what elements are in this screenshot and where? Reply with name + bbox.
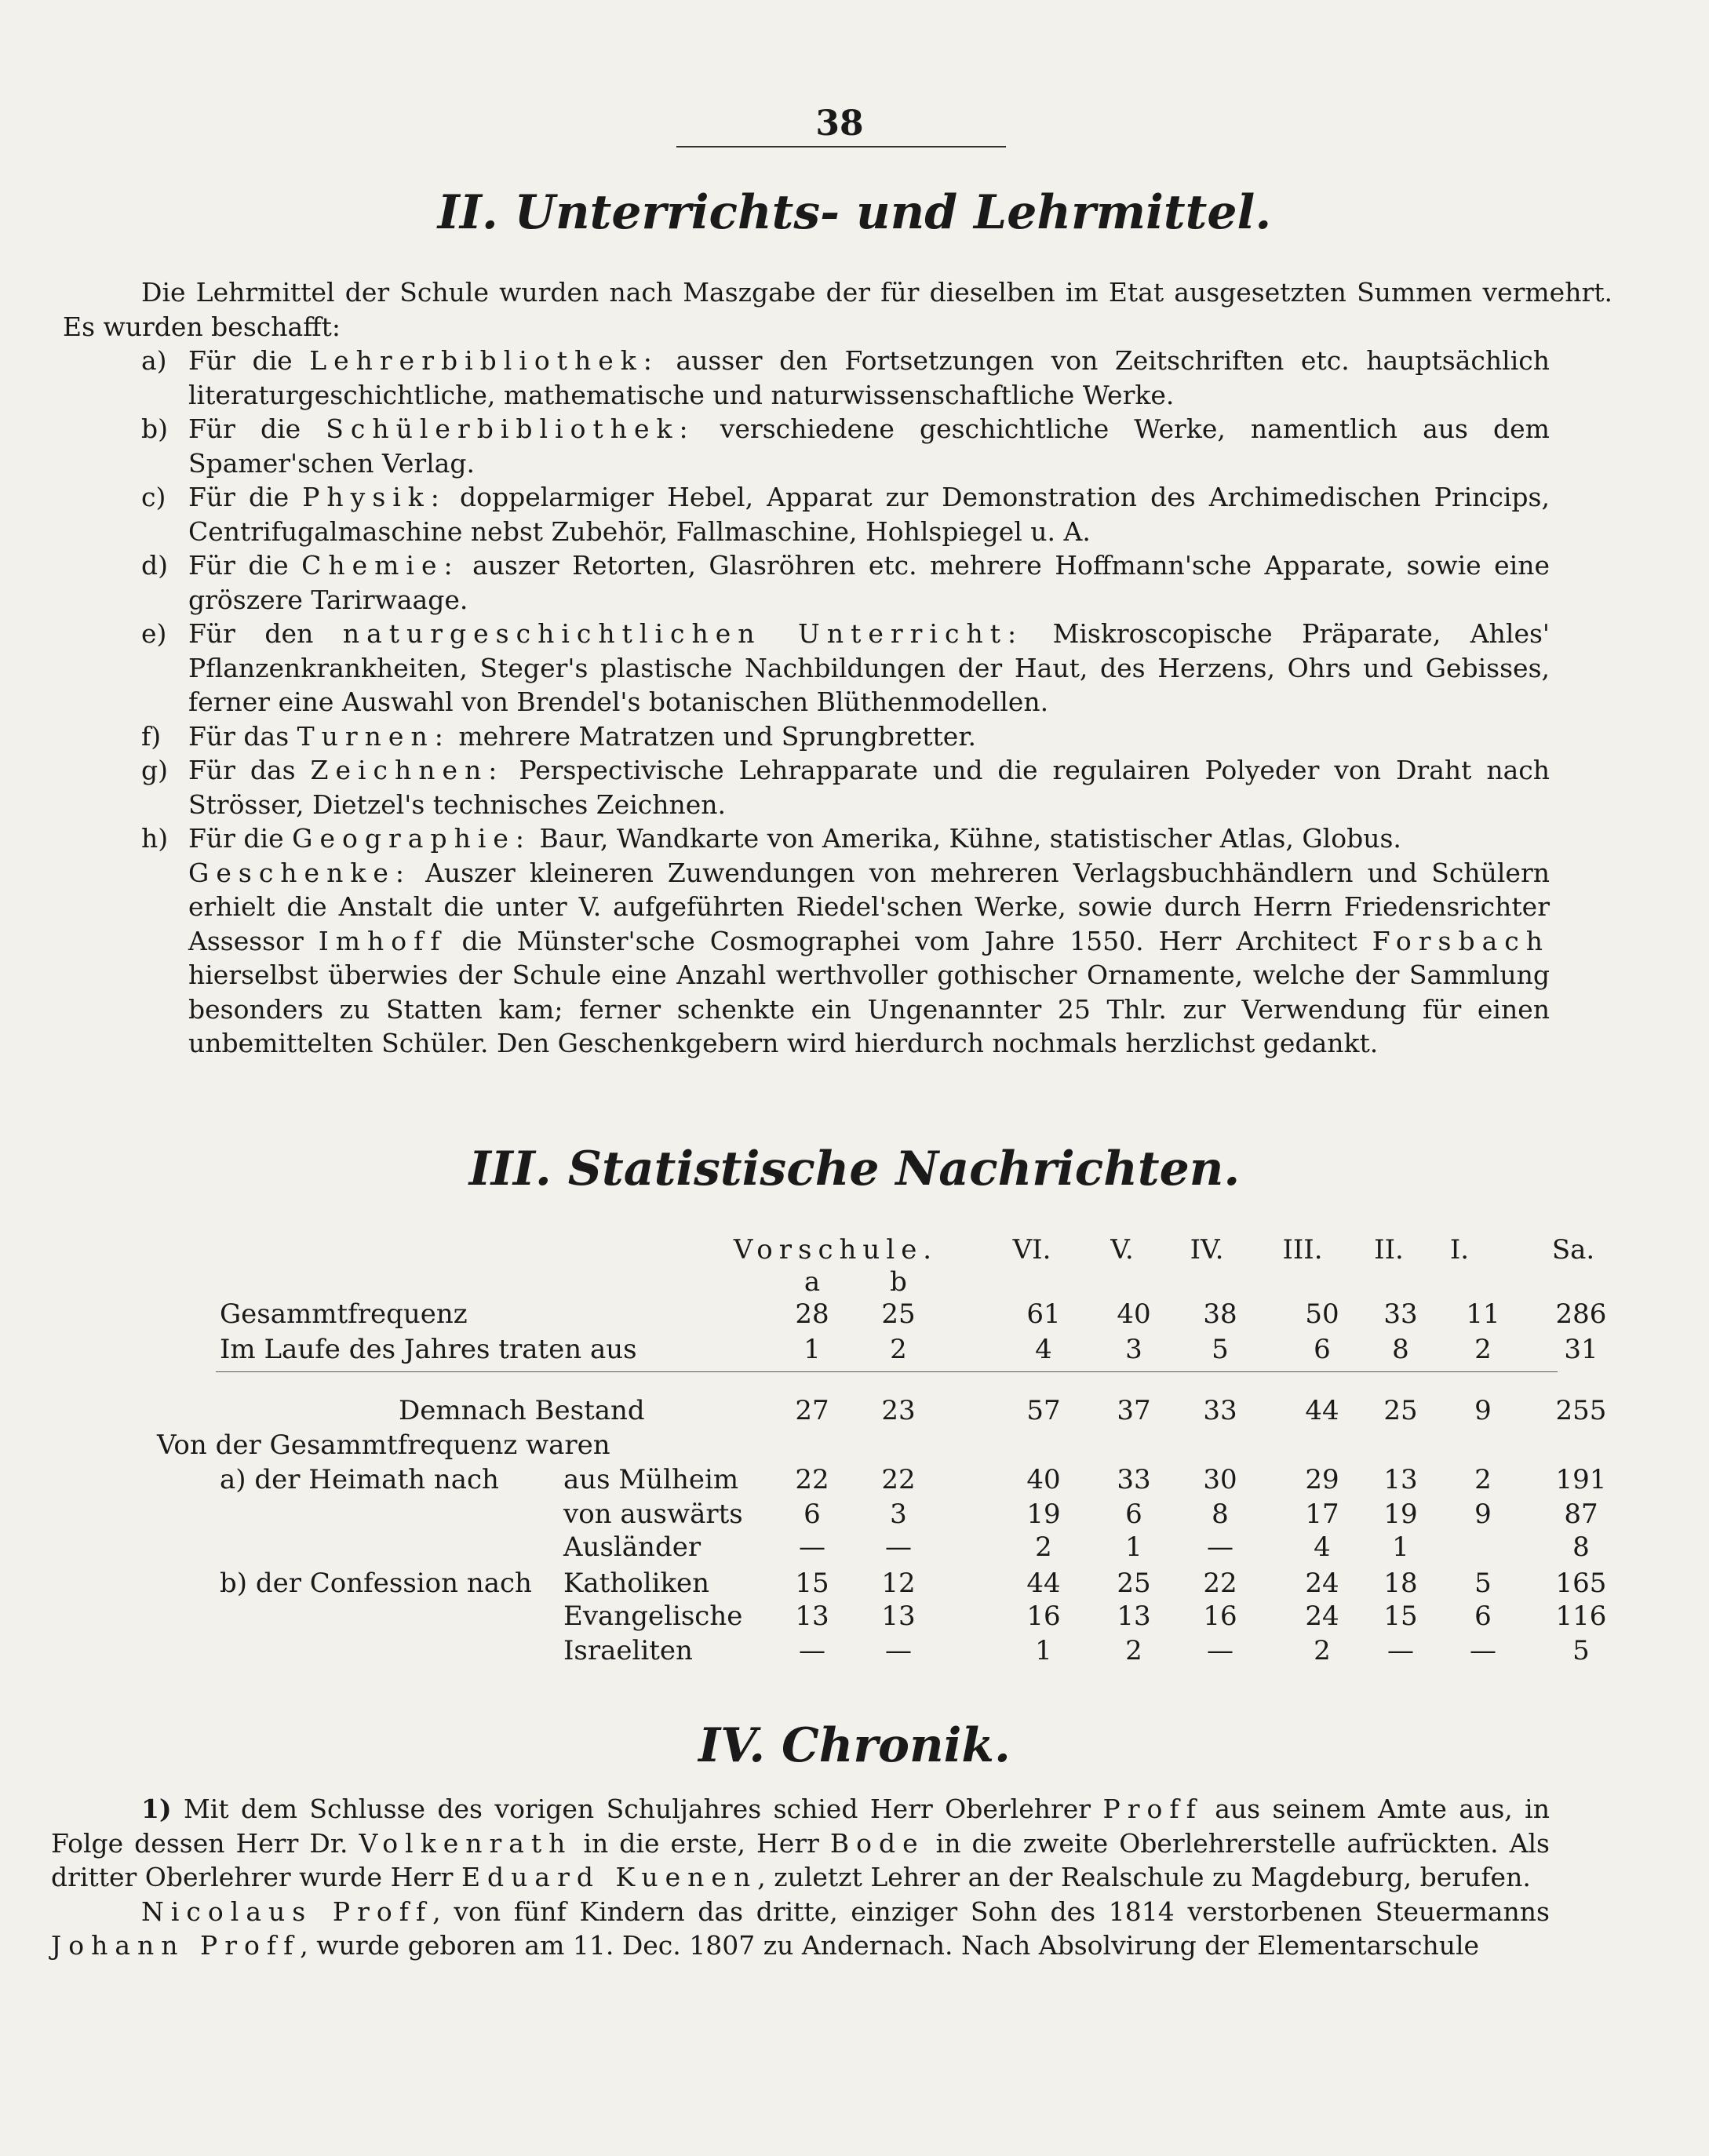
list-item-label: g) — [141, 755, 168, 785]
list-item-keyword: Physik: — [302, 482, 446, 512]
table-cell: 27 — [795, 1395, 829, 1426]
section-3-title: III. Statistische Nachrichten. — [468, 1142, 1241, 1196]
table-cell: 50 — [1305, 1298, 1339, 1330]
list-item-pre: Für das — [188, 755, 311, 785]
table-cell: 19 — [1026, 1499, 1061, 1530]
table-cell: 5 — [1474, 1568, 1492, 1599]
column-header: II. — [1374, 1234, 1404, 1266]
table-cell: — — [885, 1531, 912, 1563]
table-cell: 2 — [1125, 1635, 1142, 1666]
gifts-text: Auszer kleineren Zuwendungen von mehreren Verlagsbuchhändlern und Schülern erhielt die Anstalt die unter V. aufgeführten Riedel'schen Werke, sowie durch Herrn Friedensrichter Assessor — [188, 857, 1550, 956]
table-cell: 8 — [1572, 1531, 1590, 1563]
table-cell: 25 — [1383, 1395, 1418, 1426]
table-cell: 11 — [1466, 1298, 1500, 1330]
table-cell: 22 — [1203, 1568, 1237, 1599]
table-cell: 87 — [1564, 1499, 1598, 1530]
group-label: Von der Gesammtfrequenz waren — [157, 1429, 610, 1461]
row-label: Demnach Bestand — [399, 1395, 645, 1426]
person-name: Nicolaus Proff — [141, 1896, 433, 1927]
gifts-keyword: Geschenke: — [188, 857, 411, 888]
column-header: V. — [1110, 1234, 1134, 1266]
person-name: Johann Proff — [51, 1930, 301, 1961]
row-label: Katholiken — [563, 1568, 710, 1599]
table-cell: 3 — [1125, 1334, 1142, 1365]
table-cell: 4 — [1314, 1531, 1331, 1563]
list-item-pre: Für die — [188, 345, 310, 376]
chronicle-number: 1) — [141, 1794, 172, 1824]
row-label: Gesammtfrequenz — [220, 1298, 468, 1330]
table-cell: 9 — [1474, 1395, 1492, 1426]
table-cell: 33 — [1383, 1298, 1418, 1330]
person-name: Imhoff — [318, 925, 447, 956]
table-cell: 15 — [795, 1568, 829, 1599]
table-cell: 40 — [1026, 1464, 1061, 1495]
table-cell: 22 — [881, 1464, 916, 1495]
section-4-title: IV. Chronik. — [698, 1718, 1011, 1773]
table-cell: 33 — [1203, 1395, 1237, 1426]
table-cell: 191 — [1555, 1464, 1607, 1495]
list-item-label: c) — [141, 482, 166, 512]
table-cell: 5 — [1572, 1635, 1590, 1666]
list-item-keyword: naturgeschichtlichen Unterricht: — [342, 618, 1024, 649]
list-item-pre: Für das — [188, 720, 297, 752]
table-cell: 2 — [1474, 1334, 1492, 1365]
table-cell: 24 — [1305, 1601, 1339, 1632]
table-cell: 2 — [890, 1334, 907, 1365]
table-cell: — — [1207, 1635, 1233, 1666]
list-item-keyword: Geographie: — [292, 823, 532, 854]
list-item-rest: Perspectivische Lehrapparate und die regulairen Polyeder von Draht nach Strösser, Dietzel's technisches Zeichnen. — [188, 755, 1550, 820]
table-cell: 29 — [1305, 1464, 1339, 1495]
table-cell: 24 — [1305, 1568, 1339, 1599]
table-cell: 61 — [1026, 1298, 1061, 1330]
table-cell: — — [799, 1531, 825, 1563]
table-cell: 2 — [1314, 1635, 1331, 1666]
row-label: aus Mülheim — [563, 1464, 739, 1495]
table-cell: 37 — [1117, 1395, 1151, 1426]
list-item-pre: Für die — [188, 823, 293, 854]
table-cell: 16 — [1026, 1601, 1061, 1632]
person-name: Proff — [1102, 1794, 1203, 1824]
gifts-text: die Münster'sche Cosmographei vom Jahre 1550. Herr Architect — [446, 925, 1372, 956]
table-cell: 6 — [1125, 1499, 1142, 1530]
table-cell: 9 — [1474, 1499, 1492, 1530]
table-cell: 2 — [1035, 1531, 1052, 1563]
table-cell: 6 — [1314, 1334, 1331, 1365]
chronicle-text: in die zweite Oberlehrerstelle aufrückten. Als dritter Oberlehrer wurde Herr — [51, 1827, 1550, 1892]
list-item-rest: auszer Retorten, Glasröhren etc. mehrere Hoffmann'sche Apparate, sowie eine gröszere Tarirwaage. — [188, 550, 1550, 615]
table-cell: 3 — [890, 1499, 907, 1530]
table-cell: 165 — [1555, 1568, 1607, 1599]
list-item-pre: Für die — [188, 482, 303, 512]
subcolumn-header: b — [890, 1266, 907, 1298]
column-header: I. — [1449, 1234, 1470, 1266]
table-cell: 4 — [1035, 1334, 1052, 1365]
table-cell: 44 — [1026, 1568, 1061, 1599]
list-item-rest: Baur, Wandkarte von Amerika, Kühne, statistischer Atlas, Globus. — [531, 823, 1401, 854]
row-label: Israeliten — [563, 1635, 693, 1666]
table-cell: — — [799, 1635, 825, 1666]
table-cell: 15 — [1383, 1601, 1418, 1632]
table-cell: 13 — [1117, 1601, 1151, 1632]
chronicle-text: , zuletzt Lehrer an der Realschule zu Magdeburg, berufen. — [757, 1862, 1531, 1892]
table-cell: 16 — [1203, 1601, 1237, 1632]
list-item-pre: Für die — [188, 550, 302, 581]
chronicle-body — [51, 1792, 1550, 1963]
table-cell: 255 — [1555, 1395, 1607, 1426]
table-cell: 8 — [1212, 1499, 1229, 1530]
chronicle-text: Mit dem Schlusse des vorigen Schuljahres schied Herr Oberlehrer — [171, 1794, 1103, 1824]
row-label: Im Laufe des Jahres traten aus — [220, 1334, 637, 1365]
gifts-text: hierselbst überwies der Schule eine Anzahl werthvoller gothischer Ornamente, welche der Sammlung besonders zu Statten kam; ferner schenkte ein Ungenannter 25 Thlr. zur Verwendung für einen unbemittelten Schüler. Den Geschenkgebern wird hierdurch nochmals herzlichst gedankt. — [188, 960, 1550, 1058]
list-item-keyword: Zeichnen: — [310, 755, 505, 785]
page-number: 38 — [815, 104, 864, 144]
chronicle-text: in die erste, Herr — [572, 1827, 830, 1859]
table-cell: 23 — [881, 1395, 916, 1426]
table-cell: — — [1470, 1635, 1496, 1666]
table-cell: 8 — [1392, 1334, 1409, 1365]
table-cell: 286 — [1555, 1298, 1607, 1330]
table-cell: 30 — [1203, 1464, 1237, 1495]
table-cell: 28 — [795, 1298, 829, 1330]
table-cell: 6 — [803, 1499, 821, 1530]
list-item-rest: verschiedene geschichtliche Werke, namentlich aus dem Spamer'schen Verlag. — [188, 413, 1550, 479]
column-header: VI. — [1012, 1234, 1051, 1266]
person-name: Eduard Kuenen — [461, 1862, 758, 1892]
table-cell: 2 — [1474, 1464, 1492, 1495]
person-name: Volkenrath — [359, 1827, 573, 1859]
person-name: Bode — [829, 1827, 925, 1859]
section-2-title: II. Unterrichts- und Lehrmittel. — [437, 185, 1272, 240]
table-cell: 22 — [795, 1464, 829, 1495]
chronicle-text: aus seinem Amte aus, in Folge dessen Herr Dr. — [51, 1794, 1550, 1859]
list-item-label: d) — [141, 550, 168, 581]
list-item-label: e) — [141, 618, 167, 649]
column-header: IV. — [1190, 1234, 1224, 1266]
list-item-rest: ausser den Fortsetzungen von Zeitschriften etc. hauptsächlich literaturgeschichtliche, mathematische und naturwissenschaftliche Werke. — [188, 345, 1550, 410]
table-cell: 13 — [881, 1601, 916, 1632]
chronicle-paragraph-2 — [51, 1895, 1550, 1963]
row-label: von auswärts — [563, 1499, 743, 1530]
list-item-keyword: Chemie: — [301, 550, 460, 581]
group-label: a) der Heimath nach — [220, 1464, 499, 1495]
list-item-rest: doppelarmiger Hebel, Apparat zur Demonstration des Archimedischen Princips, Centrifugalmaschine nebst Zubehör, Fallmaschine, Hohlspiegel u. A. — [188, 482, 1550, 547]
column-header: Vorschule. — [733, 1234, 938, 1266]
table-cell: 6 — [1474, 1601, 1492, 1632]
table-cell: 57 — [1026, 1395, 1061, 1426]
table-cell: 25 — [1117, 1568, 1151, 1599]
group-label: b) der Confession nach — [220, 1568, 532, 1599]
table-cell: 31 — [1564, 1334, 1598, 1365]
chronicle-text: , wurde geboren am 11. Dec. 1807 zu Andernach. Nach Absolvirung der Elementarschule — [300, 1930, 1480, 1961]
table-cell: 25 — [881, 1298, 916, 1330]
table-cell: 19 — [1383, 1499, 1418, 1530]
table-cell: 33 — [1117, 1464, 1151, 1495]
table-cell: 1 — [1392, 1531, 1409, 1563]
table-cell: 5 — [1212, 1334, 1229, 1365]
table-cell: — — [1207, 1531, 1233, 1563]
table-cell: 12 — [881, 1568, 916, 1599]
section-2-intro: Die Lehrmittel der Schule wurden nach Maszgabe der für dieselben im Etat ausgesetzten Summen vermehrt. Es wurden beschafft: — [63, 277, 1612, 342]
column-header: III. — [1282, 1234, 1323, 1266]
table-cell: 1 — [1125, 1531, 1142, 1563]
list-item-keyword: Schülerbibliothek: — [326, 413, 695, 444]
list-item-keyword: Turnen: — [297, 720, 450, 752]
table-cell: 1 — [803, 1334, 821, 1365]
table-rule — [216, 1371, 1558, 1372]
list-item-pre: Für die — [188, 413, 326, 444]
list-item-label: f) — [141, 720, 162, 752]
table-cell: 13 — [1383, 1464, 1418, 1495]
chronicle-paragraph-1 — [51, 1792, 1550, 1895]
list-item-keyword: Lehrerbibliothek: — [309, 345, 659, 376]
table-cell: 38 — [1203, 1298, 1237, 1330]
person-name: Forsbach — [1372, 925, 1550, 956]
list-item-label: a) — [141, 345, 167, 376]
list-item-rest: Miskroscopische Präparate, Ahles' Pflanzenkrankheiten, Steger's plastische Nachbildungen der Haut, des Herzens, Ohrs und Gebisses, ferner eine Auswahl von Brendel's botanischen Blüthenmodellen. — [188, 618, 1550, 717]
table-cell: 13 — [795, 1601, 829, 1632]
chronicle-text: , von fünf Kindern das dritte, einziger Sohn des 1814 verstorbenen Steuermanns — [432, 1896, 1550, 1927]
list-item-pre: Für den — [188, 618, 343, 649]
list-item-label: h) — [141, 823, 169, 854]
row-label: Ausländer — [563, 1531, 701, 1563]
table-cell: — — [1387, 1635, 1414, 1666]
table-cell: 1 — [1035, 1635, 1052, 1666]
list-item-rest: mehrere Matratzen und Sprungbretter. — [450, 720, 976, 752]
table-cell: 116 — [1555, 1601, 1607, 1632]
table-cell: 40 — [1117, 1298, 1151, 1330]
table-cell: 44 — [1305, 1395, 1339, 1426]
list-item-label: b) — [141, 413, 168, 444]
row-label: Evangelische — [563, 1601, 743, 1632]
column-header: Sa. — [1551, 1234, 1595, 1266]
table-cell: — — [885, 1635, 912, 1666]
subcolumn-header: a — [803, 1266, 821, 1298]
table-cell: 17 — [1305, 1499, 1339, 1530]
table-cell: 18 — [1383, 1568, 1418, 1599]
